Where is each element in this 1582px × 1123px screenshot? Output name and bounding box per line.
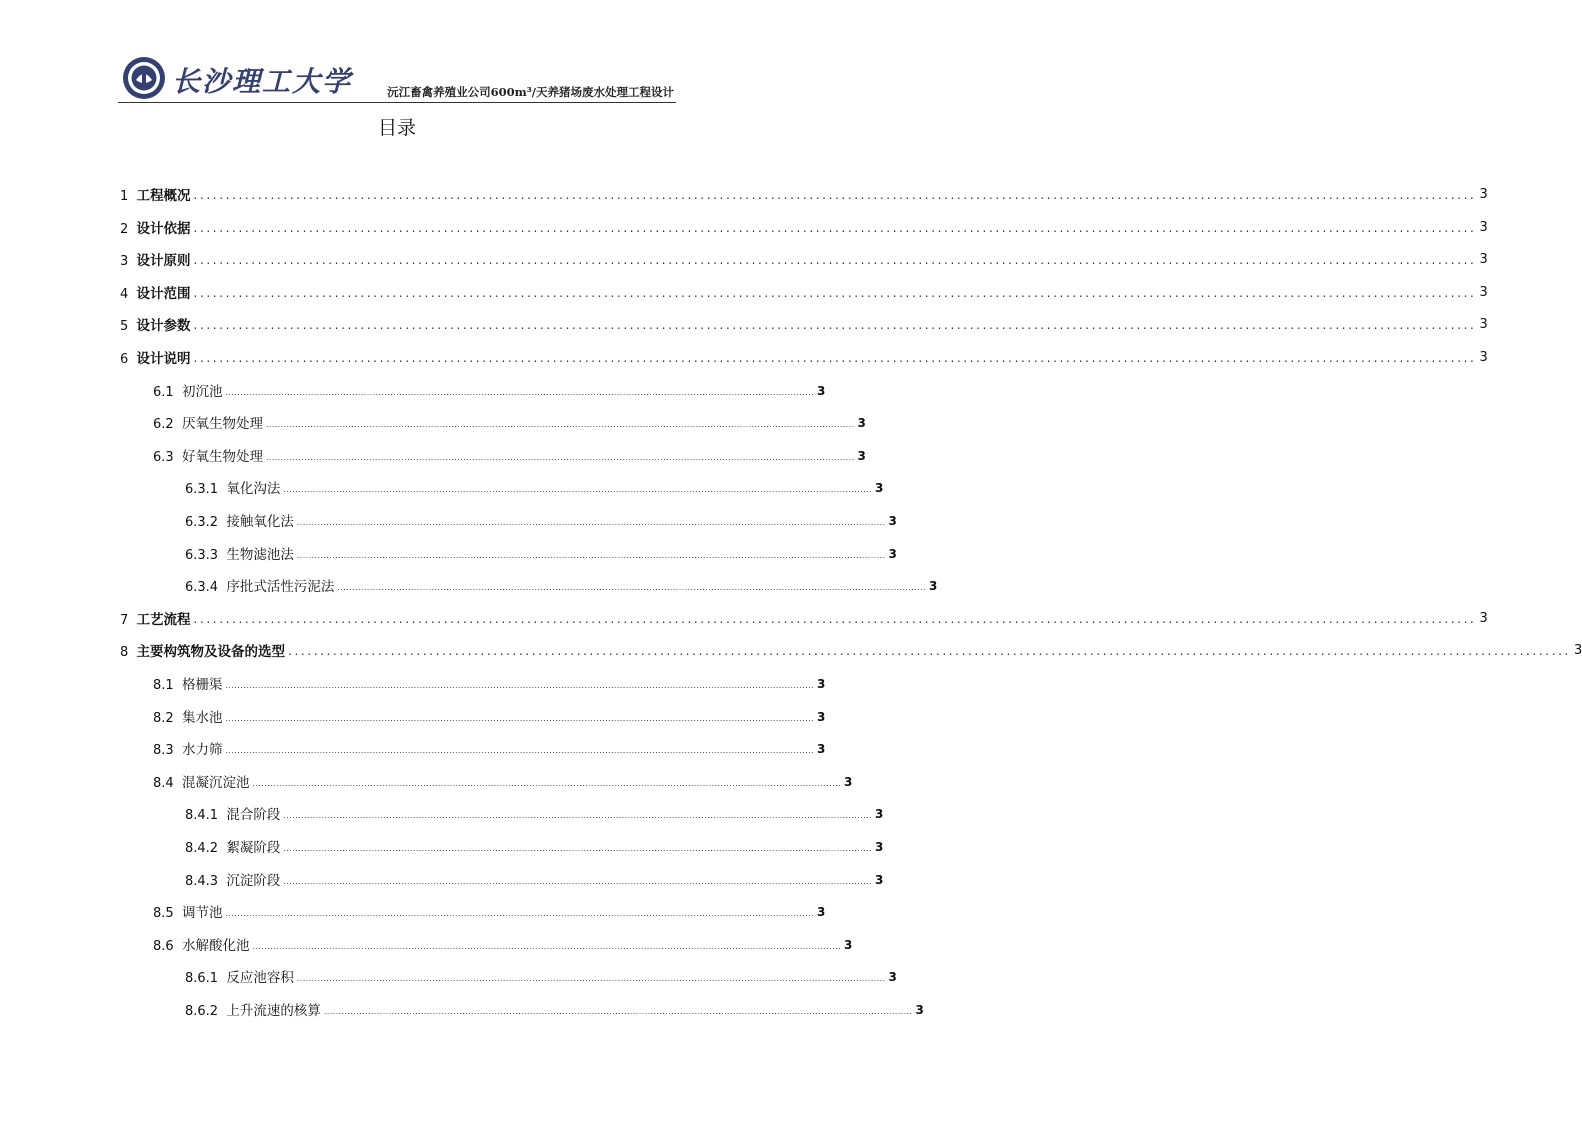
toc-entry-label: 水解酸化池 <box>181 937 250 954</box>
toc-entry[interactable] <box>153 700 826 726</box>
university-seal-icon <box>122 56 166 100</box>
page-header <box>118 52 676 102</box>
toc-entry-page: 3 <box>1479 284 1488 300</box>
toc-entry-label: 沉淀阶段 <box>226 872 281 889</box>
toc-entry-label: 设计依据 <box>136 220 191 237</box>
toc-entry-number: 8.4.3 <box>185 873 227 889</box>
toc-dot-leader: ........................................................................................................................................................................................................ <box>283 876 872 886</box>
toc-entry-label: 序批式活性污泥法 <box>226 579 335 596</box>
toc-entry[interactable] <box>185 471 884 498</box>
toc-entry[interactable] <box>153 895 826 922</box>
toc-entry-page: 3 <box>817 677 826 691</box>
toc-entry-number: 8.4.1 <box>185 808 227 824</box>
toc-entry[interactable] <box>120 602 1488 628</box>
toc-entry-label: 设计说明 <box>136 351 191 367</box>
toc-entry-number: 8.4.2 <box>185 841 227 856</box>
toc-entry-label: 好氧生物处理 <box>181 448 263 465</box>
toc-dot-leader: ........................................................................................................................................................................................................ <box>193 285 1477 300</box>
header-divider <box>118 102 676 103</box>
toc-entry-page: 3 <box>888 546 897 561</box>
toc-dot-leader: ........................................................................................................................................................................................................ <box>193 351 1477 365</box>
toc-entry-number: 2 <box>120 221 137 237</box>
toc-entry-label: 主要构筑物及设备的选型 <box>136 644 286 661</box>
toc-entry-number: 6.3.4 <box>185 580 227 596</box>
toc-dot-leader: ........................................................................................................................................................................................................ <box>225 746 815 756</box>
toc-entry-number: 6.3.1 <box>185 482 227 498</box>
toc-dot-leader: ........................................................................................................................................................................................................ <box>225 909 815 919</box>
toc-entry-label: 絮凝阶段 <box>226 840 281 856</box>
toc-entry-number: 8.3 <box>153 743 182 759</box>
toc-entry-label: 集水池 <box>181 709 223 726</box>
toc-entry-page: 3 <box>888 514 897 528</box>
toc-entry-page: 3 <box>844 774 853 789</box>
toc-entry-page: 3 <box>874 481 884 496</box>
toc-entry-page: 3 <box>1479 187 1488 202</box>
toc-entry-number: 4 <box>120 286 137 302</box>
toc-entry-page: 3 <box>1479 219 1488 235</box>
toc-dot-leader: ........................................................................................................................................................................................................ <box>288 644 1571 659</box>
toc-entry-number: 8.5 <box>153 906 182 922</box>
toc-entry-label: 工艺流程 <box>136 611 191 628</box>
toc-entry-label: 设计参数 <box>136 318 191 335</box>
toc-title: 目录 <box>377 117 416 139</box>
toc-entry[interactable] <box>153 732 826 759</box>
toc-dot-leader: ........................................................................................................................................................................................................ <box>225 681 815 690</box>
toc-entry[interactable] <box>120 341 1488 367</box>
toc-entry[interactable] <box>185 569 938 596</box>
toc-entry-page: 3 <box>1479 252 1488 268</box>
toc-entry-page: 3 <box>888 970 897 985</box>
toc-entry[interactable] <box>185 993 924 1019</box>
toc-entry-number: 6.3.3 <box>185 547 227 563</box>
toc-entry-label: 接触氧化法 <box>226 514 294 530</box>
toc-entry-page: 3 <box>857 416 866 431</box>
toc-entry[interactable] <box>120 178 1488 204</box>
toc-entry-page: 3 <box>857 448 866 463</box>
toc-dot-leader: ........................................................................................................................................................................................................ <box>252 941 842 951</box>
toc-dot-leader: ........................................................................................................................................................................................................ <box>283 844 872 853</box>
toc-entry-label: 氧化沟法 <box>226 481 281 498</box>
toc-entry-page: 3 <box>817 709 826 724</box>
toc-entry-number: 1 <box>120 189 137 204</box>
toc-entry-page: 3 <box>844 937 853 952</box>
toc-entry[interactable] <box>153 928 853 954</box>
project-title: 沅江畜禽养殖业公司600m³/天养猪场废水处理工程设计 <box>387 85 674 99</box>
toc-dot-leader: ........................................................................................................................................................................................................ <box>252 778 842 788</box>
toc-entry-label: 生物滤池法 <box>226 546 294 563</box>
toc-entry-number: 5 <box>120 319 137 335</box>
toc-dot-leader: ........................................................................................................................................................................................................ <box>296 974 886 984</box>
toc-entry-page: 3 <box>1479 317 1488 333</box>
toc-entry-number: 6.3 <box>153 449 182 465</box>
toc-dot-leader: ........................................................................................................................................................................................................ <box>225 387 815 397</box>
toc-entry-page: 3 <box>915 1003 924 1017</box>
toc-dot-leader: ........................................................................................................................................................................................................ <box>265 452 855 462</box>
toc-entry[interactable] <box>185 863 884 889</box>
toc-entry-number: 8.6.1 <box>185 971 227 987</box>
toc-entry[interactable] <box>153 667 826 693</box>
toc-entry-page: 3 <box>1479 610 1488 626</box>
toc-entry-label: 格栅渠 <box>181 677 223 693</box>
toc-entry-number: 6 <box>120 352 137 367</box>
toc-entry[interactable] <box>153 439 866 465</box>
toc-entry-page: 3 <box>817 383 826 398</box>
toc-entry[interactable] <box>185 830 884 856</box>
toc-entry[interactable] <box>185 537 897 563</box>
toc-dot-leader: ........................................................................................................................................................................................................ <box>193 220 1477 235</box>
toc-entry-number: 8.6.2 <box>185 1004 227 1019</box>
toc-entry[interactable] <box>120 211 1488 237</box>
toc-entry-label: 水力筛 <box>181 742 223 759</box>
toc-entry[interactable] <box>120 308 1488 335</box>
toc-entry-label: 工程概况 <box>136 188 191 204</box>
toc-dot-leader: ........................................................................................................................................................................................................ <box>323 1007 913 1016</box>
toc-entry-number: 8.1 <box>153 678 182 693</box>
toc-dot-leader: ........................................................................................................................................................................................................ <box>337 583 926 593</box>
toc-entry-label: 初沉池 <box>181 383 223 400</box>
toc-entry-page: 3 <box>874 872 884 887</box>
toc-entry-label: 反应池容积 <box>226 970 294 987</box>
toc-entry-label: 调节池 <box>181 905 223 922</box>
toc-entry-number: 7 <box>120 612 137 628</box>
toc-entry-page: 3 <box>928 579 938 594</box>
toc-entry-label: 厌氧生物处理 <box>181 416 263 433</box>
toc-entry[interactable] <box>120 243 1488 270</box>
toc-entry[interactable] <box>185 960 897 987</box>
toc-entry-label: 混合阶段 <box>226 807 281 824</box>
toc-dot-leader: ........................................................................................................................................................................................................ <box>296 550 886 560</box>
toc-entry-page: 3 <box>874 807 884 822</box>
university-name: 长沙理工大学 <box>172 65 353 98</box>
toc-entry[interactable] <box>153 406 866 433</box>
toc-entry-label: 设计原则 <box>136 253 191 270</box>
toc-entry[interactable] <box>153 374 826 400</box>
toc-dot-leader: ........................................................................................................................................................................................................ <box>193 188 1477 202</box>
toc-dot-leader: ........................................................................................................................................................................................................ <box>283 811 872 821</box>
toc-dot-leader: ........................................................................................................................................................................................................ <box>225 713 815 723</box>
toc-entry-page: 3 <box>1479 350 1488 365</box>
toc-entry-label: 设计范围 <box>136 285 191 302</box>
toc-dot-leader: ........................................................................................................................................................................................................ <box>265 420 855 430</box>
toc-entry-number: 8.2 <box>153 710 182 726</box>
toc-entry-number: 6.2 <box>153 417 182 433</box>
toc-entry[interactable] <box>120 634 1582 661</box>
toc-entry-label: 上升流速的核算 <box>226 1003 321 1019</box>
toc-entry-page: 3 <box>817 905 826 920</box>
toc-dot-leader: ........................................................................................................................................................................................................ <box>296 518 886 527</box>
toc-entry[interactable] <box>185 797 884 824</box>
toc-entry[interactable] <box>153 765 853 791</box>
toc-entry-number: 8 <box>120 645 137 661</box>
toc-entry-page: 3 <box>1573 643 1582 659</box>
toc-entry-number: 6.1 <box>153 384 182 400</box>
toc-dot-leader: ........................................................................................................................................................................................................ <box>193 318 1477 333</box>
toc-entry-number: 8.6 <box>153 938 182 954</box>
toc-entry-number: 8.4 <box>153 775 182 791</box>
toc-entry-page: 3 <box>874 840 884 854</box>
toc-entry[interactable] <box>120 276 1488 302</box>
toc-entry-label: 混凝沉淀池 <box>181 774 250 791</box>
toc-dot-leader: ........................................................................................................................................................................................................ <box>283 485 872 495</box>
toc-entry-number: 6.3.2 <box>185 515 227 530</box>
toc-entry[interactable] <box>185 504 897 530</box>
toc-entry-page: 3 <box>817 742 826 757</box>
toc-dot-leader: ........................................................................................................................................................................................................ <box>193 253 1477 268</box>
toc-entry-number: 3 <box>120 254 137 270</box>
toc-dot-leader: ........................................................................................................................................................................................................ <box>193 611 1477 626</box>
